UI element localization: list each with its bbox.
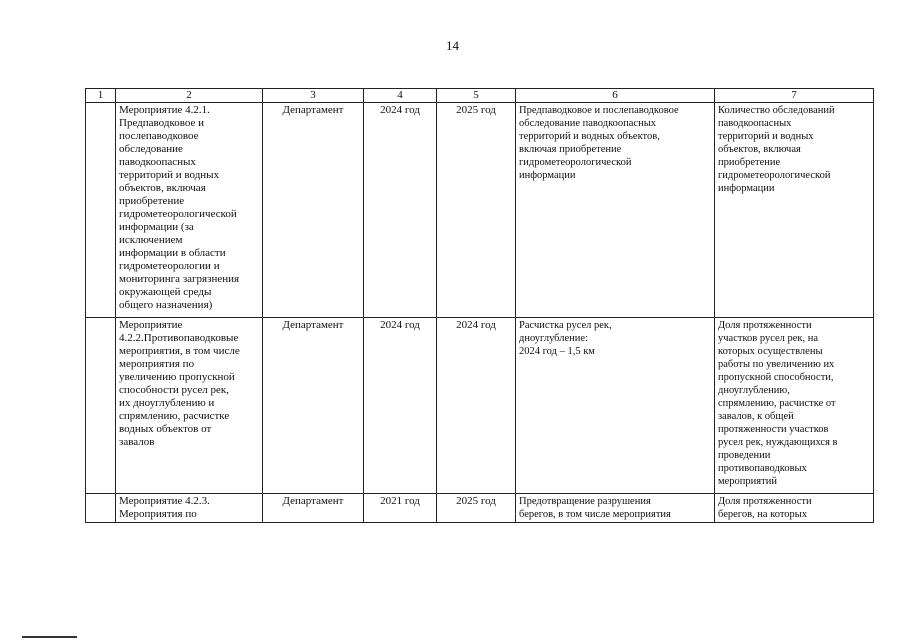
start-year-cell: 2021 год	[364, 494, 437, 523]
header-cell-5: 5	[437, 89, 516, 103]
end-year-cell: 2025 год	[437, 103, 516, 318]
table-row	[86, 103, 874, 318]
table-row	[86, 494, 874, 523]
result-cell: Расчистка русел рек, дноуглубление: 2024 год – 1,5 км	[516, 318, 715, 494]
page-number: 14	[446, 38, 459, 53]
executor-cell: Департамент	[263, 318, 364, 494]
header-cell-7: 7	[715, 89, 874, 103]
header-cell-1: 1	[86, 89, 116, 103]
number-cell	[86, 318, 116, 494]
start-year-cell: 2024 год	[364, 318, 437, 494]
measure-name-cell: Мероприятие 4.2.3. Мероприятия по	[116, 494, 263, 523]
indicator-cell: Доля протяженности берегов, на которых	[715, 494, 874, 523]
number-cell	[86, 103, 116, 318]
measure-name-cell: Мероприятие 4.2.1. Предпаводковое и послепаводковое обследование паводкоопасных территорий и водных объектов, включая приобретение гидрометеорологической информации (за исключением информации в области гидрометеорологии и мониторинга загрязнения окружающей среды общего назначения)	[116, 103, 263, 318]
start-year-cell: 2024 год	[364, 103, 437, 318]
header-row	[86, 89, 874, 103]
table-row	[86, 318, 874, 494]
result-cell: Предотвращение разрушения берегов, в том числе мероприятия	[516, 494, 715, 523]
executor-cell: Департамент	[263, 494, 364, 523]
scan-edge-rule	[22, 636, 77, 638]
measures-table	[85, 88, 874, 523]
executor-cell: Департамент	[263, 103, 364, 318]
header-cell-6: 6	[516, 89, 715, 103]
result-cell: Предпаводковое и послепаводковое обследование паводкоопасных территорий и водных объектов, включая приобретение гидрометеорологической информации	[516, 103, 715, 318]
header-cell-4: 4	[364, 89, 437, 103]
indicator-cell: Доля протяженности участков русел рек, на которых осуществлены работы по увеличению их пропускной способности, дноуглублению, спрямлению, расчистке от завалов, к общей протяженности участков русел рек, нуждающихся в проведении противопаводковых мероприятий	[715, 318, 874, 494]
header-cell-3: 3	[263, 89, 364, 103]
measure-name-cell: Мероприятие 4.2.2.Противопаводковые мероприятия, в том числе мероприятия по увеличению пропускной способности русел рек, их дноуглублению и спрямлению, расчистке водных объектов от завалов	[116, 318, 263, 494]
end-year-cell: 2025 год	[437, 494, 516, 523]
end-year-cell: 2024 год	[437, 318, 516, 494]
number-cell	[86, 494, 116, 523]
header-cell-2: 2	[116, 89, 263, 103]
indicator-cell: Количество обследований паводкоопасных территорий и водных объектов, включая приобретение гидрометеорологической информации	[715, 103, 874, 318]
